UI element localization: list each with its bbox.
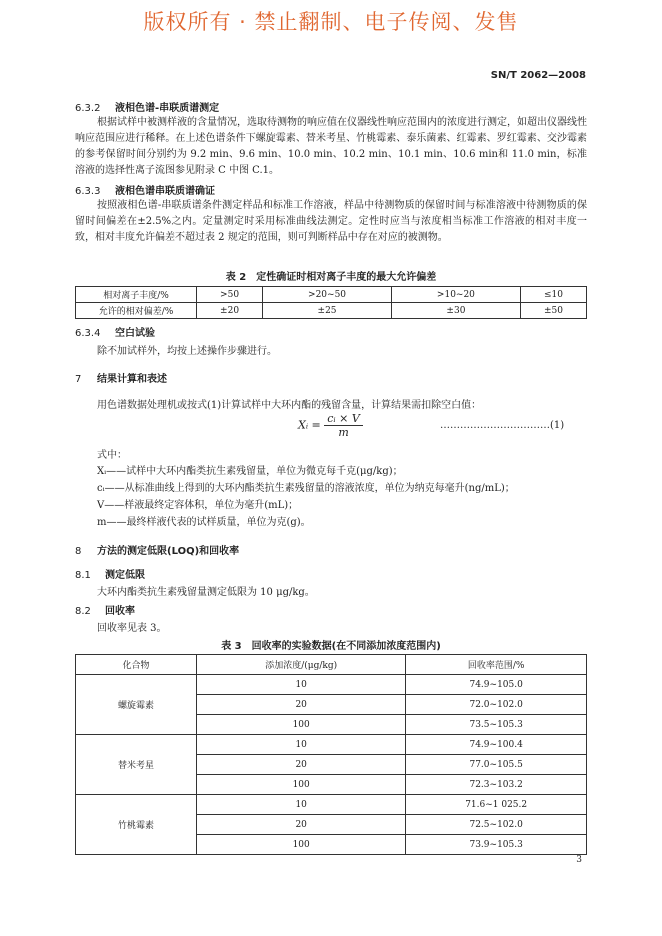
where-label: 式中： — [97, 450, 127, 461]
table-cell: ≤10 — [520, 287, 586, 303]
heading-6-3-3: 6.3.3 液相色谱串联质谱确证 — [75, 186, 215, 197]
table-row — [76, 675, 587, 695]
table-cell: ±20 — [197, 303, 263, 319]
heading-6-3-2: 6.3.2 液相色谱-串联质谱测定 — [75, 103, 220, 114]
table-cell: ±25 — [263, 303, 392, 319]
heading-6-3-4: 6.3.4 空白试验 — [75, 328, 155, 339]
compound-cell: 替米考星 — [76, 735, 197, 795]
heading-8-2: 8.2 回收率 — [75, 606, 135, 617]
table-3 — [75, 654, 587, 855]
table-cell: 74.9~100.4 — [406, 735, 587, 755]
table-cell: 20 — [197, 695, 406, 715]
table-cell: >20~50 — [263, 287, 392, 303]
table-row — [76, 655, 587, 675]
table-header-cell: 化合物 — [76, 655, 197, 675]
definition-item: cᵢ——从标准曲线上得到的大环内酯类抗生素残留量的溶液浓度，单位为纳克每毫升(ng/mL)； — [97, 483, 515, 494]
table-cell: >50 — [197, 287, 263, 303]
table-cell: 100 — [197, 715, 406, 735]
table-cell: >10~20 — [391, 287, 520, 303]
table-header-cell: 回收率范围/% — [406, 655, 587, 675]
table-row — [76, 735, 587, 755]
table-row — [76, 303, 587, 319]
heading-8: 8 方法的测定低限(LOQ)和回收率 — [75, 546, 240, 557]
table-cell: 72.0~102.0 — [406, 695, 587, 715]
standard-number: SN/T 2062—2008 — [490, 70, 586, 81]
formula-1: Xᵢ = $\frac{\text{cᵢ × V}}{m}$ — [298, 412, 363, 439]
compound-cell: 螺旋霉素 — [76, 675, 197, 735]
definition-item: m——最终样液代表的试样质量，单位为克(g)。 — [97, 517, 311, 528]
table-cell: 10 — [197, 675, 406, 695]
table-cell: 71.6~1 025.2 — [406, 795, 587, 815]
para-6-3-4: 除不加试样外，均按上述操作步骤进行。 — [97, 346, 277, 357]
para-6-3-3: 按照液相色谱-串联质谱条件测定样品和标准工作溶液，样品中待测物质的保留时间与标准溶液中待测物质的保留时间偏差在±2.5%之内。定量测定时采用标准曲线法测定。定性时应当与浓度相当标准工作溶液的相对丰度一致，相对丰度允许偏差不超过表 2 规定的范围，则可判断样品中存在对应的被测物。 — [75, 200, 587, 243]
table-cell: 相对离子丰度/% — [76, 287, 197, 303]
table-row — [76, 287, 587, 303]
table-cell: 72.3~103.2 — [406, 775, 587, 795]
table-cell: ±50 — [520, 303, 586, 319]
table-cell: 允许的相对偏差/% — [76, 303, 197, 319]
table3-caption: 表 3 回收率的实验数据(在不同添加浓度范围内) — [221, 641, 441, 652]
table-cell: 100 — [197, 835, 406, 855]
table-2 — [75, 286, 587, 319]
page-number: 3 — [576, 855, 582, 865]
table-cell: ±30 — [391, 303, 520, 319]
table-cell: 77.0~105.5 — [406, 755, 587, 775]
table-row — [76, 795, 587, 815]
table-cell: 20 — [197, 755, 406, 775]
equation-number: ……………………………(1) — [440, 420, 565, 431]
table2-caption: 表 2 定性确证时相对离子丰度的最大允许偏差 — [225, 272, 437, 283]
table-cell: 72.5~102.0 — [406, 815, 587, 835]
table-cell: 100 — [197, 775, 406, 795]
compound-cell: 竹桃霉素 — [76, 795, 197, 855]
table-cell: 73.5~105.3 — [406, 715, 587, 735]
table-header-cell: 添加浓度/(μg/kg) — [197, 655, 406, 675]
para-8-1: 大环内酯类抗生素残留量测定低限为 10 μg/kg。 — [97, 587, 315, 598]
heading-8-1: 8.1 测定低限 — [75, 570, 145, 581]
table-cell: 10 — [197, 795, 406, 815]
table-cell: 74.9~105.0 — [406, 675, 587, 695]
table-cell: 10 — [197, 735, 406, 755]
para-7: 用色谱数据处理机或按式(1)计算试样中大环内酯的残留含量，计算结果需扣除空白值： — [97, 400, 482, 411]
heading-7: 7 结果计算和表述 — [75, 374, 167, 385]
definition-item: Xᵢ——试样中大环内酯类抗生素残留量，单位为微克每千克(μg/kg)； — [97, 466, 403, 477]
definition-item: V——样液最终定容体积，单位为毫升(mL)； — [97, 500, 299, 511]
copyright-watermark: 版权所有 · 禁止翻制、电子传阅、发售 — [143, 10, 519, 34]
para-6-3-2: 根据试样中被测样液的含量情况，选取待测物的响应值在仪器线性响应范围内的浓度进行测定，如超出仪器线性响应范围应进行稀释。在上述色谱条件下螺旋霉素、替米考星、竹桃霉素、泰乐菌素、红霉素、罗红霉素、交沙霉素的参考保留时间分别约为 9.2 min、9.6 min、10.0 min、10.2 min、10.1 min、10.6 min和 11.0 min，标准溶液的选择性离子流图参见附录 C 中图 C.1。 — [75, 117, 587, 176]
para-8-2: 回收率见表 3。 — [97, 623, 167, 634]
table-cell: 73.9~105.3 — [406, 835, 587, 855]
table-cell: 20 — [197, 815, 406, 835]
